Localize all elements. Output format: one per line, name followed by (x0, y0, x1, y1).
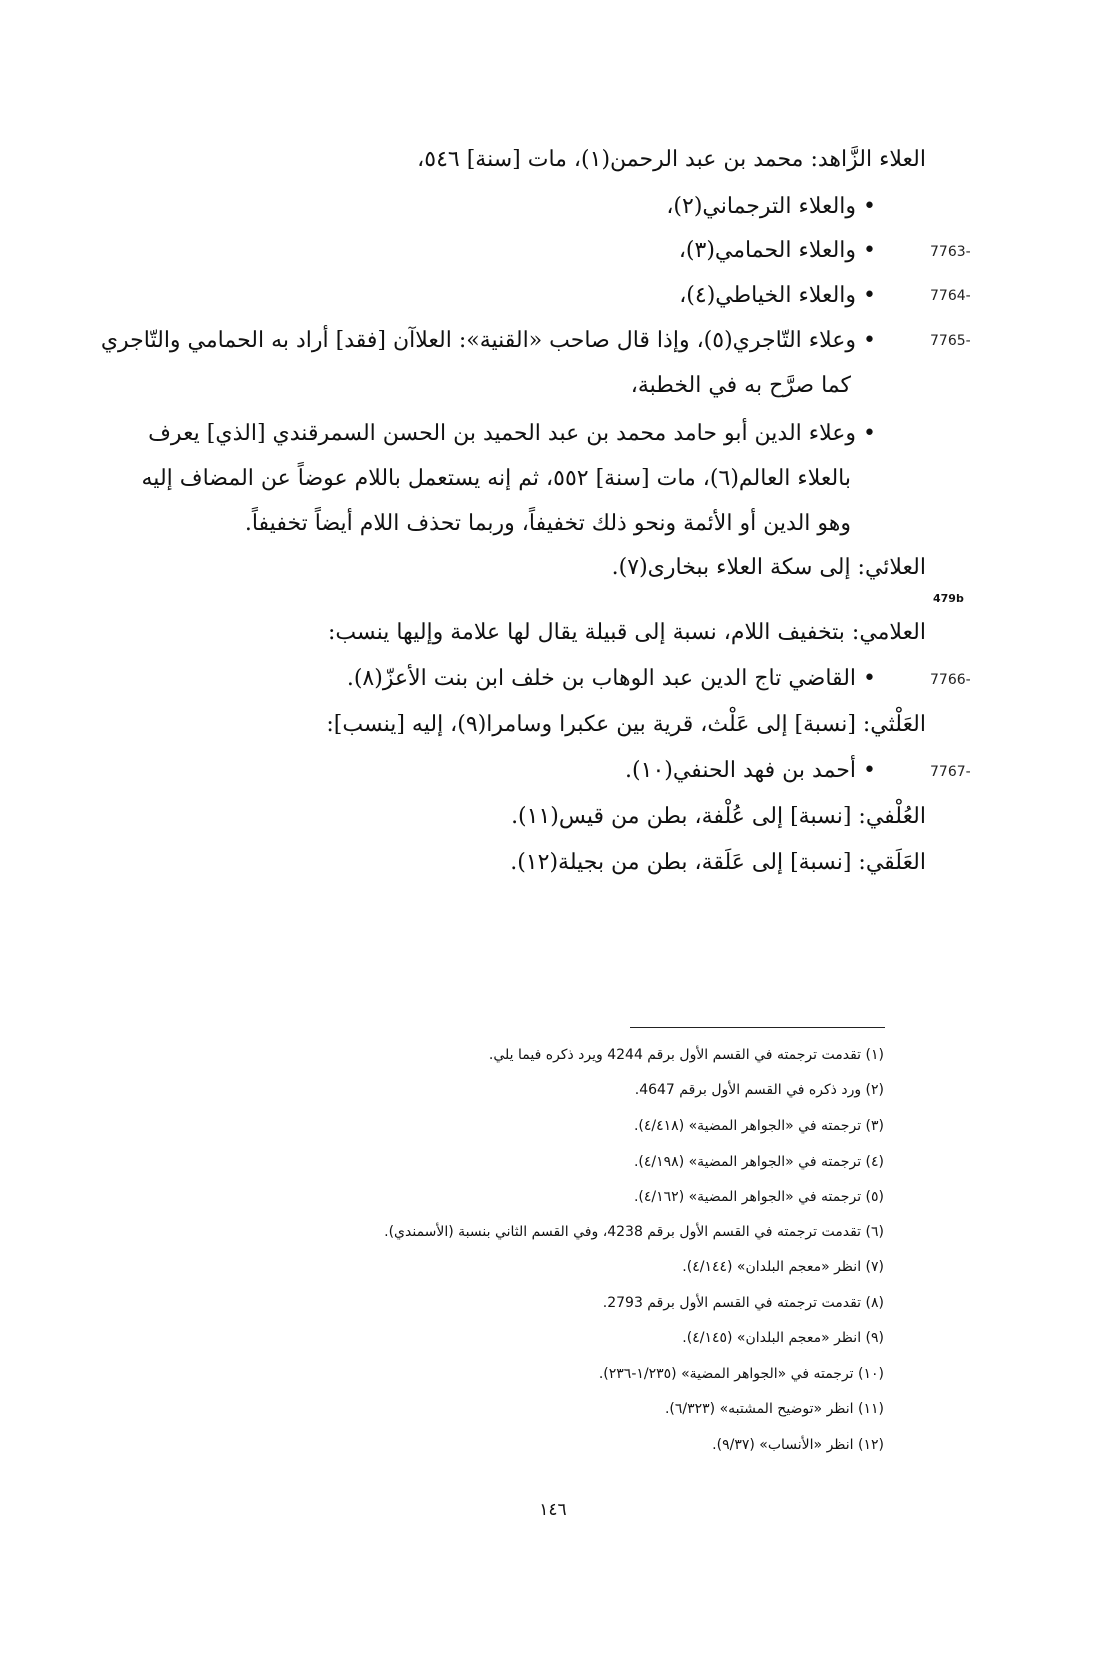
footnote-5: (٥) ترجمته في «الجواهر المضية» (٤/١٦٢). (633, 1189, 884, 1205)
footnote-9: (٩) انظر «معجم البلدان» (٤/١٤٥). (682, 1330, 884, 1346)
footnote-10: (١٠) ترجمته في «الجواهر المضية» (١/٢٣٥-٢٣٦). (598, 1366, 884, 1382)
entry-number: 7766- (930, 672, 971, 688)
entry-line-tajiri: • وعلاء التّاجري(٥)، وإذا قال صاحب «القنية»: العلاآن [فقد] أراد به الحمامي والتّاجري (105, 324, 876, 358)
entry-line-althi: العَلْثي: [نسبة] إلى عَلْث، قرية بين عكبرا وسامرا(٩)، إليه [ينسب]: (326, 712, 926, 737)
footnote-7: (٧) انظر «معجم البلدان» (٤/١٤٤). (682, 1259, 884, 1275)
entry-line-qadi-taj: • القاضي تاج الدين عبد الوهاب بن خلف ابن بنت الأعزّ(٨). (347, 662, 876, 696)
entry-line-allami: العلامي: بتخفيف اللام، نسبة إلى قبيلة يقال لها علامة وإليها ينسب: (327, 620, 926, 645)
footnote-6: (٦) تقدمت ترجمته في القسم الأول برقم 4238، وفي القسم الثاني بنسبة (الأسمندي). (384, 1224, 884, 1240)
entry-line-hammami: • والعلاء الحمامي(٣)، (679, 234, 876, 268)
footnote-11: (١١) انظر «توضيح المشتبه» (٦/٣٢٣). (664, 1401, 884, 1417)
entry-line-alaai: العلائي: إلى سكة العلاء ببخارى(٧). (611, 555, 926, 580)
entry-line-alaqi: العَلَقي: [نسبة] إلى عَلَقة، بطن من بجيلة(١٢). (510, 850, 926, 875)
entry-number: 7763- (930, 244, 971, 260)
entry-line-alaa-din-2: بالعلاء العالم(٦)، مات [سنة] ٥٥٢، ثم إنه يستعمل باللام عوضاً عن المضاف إليه (141, 466, 851, 491)
folio-marker: 479b (933, 592, 964, 605)
footnote-2: (٢) ورد ذكره في القسم الأول برقم 4647. (634, 1082, 884, 1098)
entry-line-alaa-din-1: • وعلاء الدين أبو حامد محمد بن عبد الحميد بن الحسن السمرقندي [الذي] يعرف (105, 417, 876, 451)
footnote-8: (٨) تقدمت ترجمته في القسم الأول برقم 2793. (602, 1295, 884, 1311)
entry-line-ahmad-fahd: • أحمد بن فهد الحنفي(١٠). (625, 754, 876, 788)
footnote-4: (٤) ترجمته في «الجواهر المضية» (٤/١٩٨). (633, 1154, 884, 1170)
footnote-12: (١٢) انظر «الأنساب» (٩/٣٧). (712, 1437, 884, 1453)
footnote-separator (630, 1027, 885, 1028)
entry-line-alaa-zahid: العلاء الزَّاهد: محمد بن عبد الرحمن(١)، مات [سنة] ٥٤٦، (417, 147, 926, 172)
entry-line-alaa-din-3: وهو الدين أو الأئمة ونحو ذلك تخفيفاً، وربما تحذف اللام أيضاً تخفيفاً. (244, 511, 851, 536)
entry-line-tarjumani: • والعلاء الترجماني(٢)، (666, 190, 876, 224)
entry-number: 7764- (930, 288, 971, 304)
entry-line-khayyati: • والعلاء الخياطي(٤)، (679, 279, 876, 313)
footnote-3: (٣) ترجمته في «الجواهر المضية» (٤/٤١٨). (633, 1118, 884, 1134)
entry-line-khutba: كما صرَّح به في الخطبة، (630, 373, 851, 398)
page-number: ١٤٦ (539, 1500, 567, 1520)
entry-line-ulfi: العُلْفي: [نسبة] إلى عُلْفة، بطن من قيس(١١). (511, 804, 926, 829)
entry-number: 7765- (930, 333, 971, 349)
footnote-1: (١) تقدمت ترجمته في القسم الأول برقم 4244 ويرد ذكره فيما يلي. (488, 1047, 884, 1063)
entry-number: 7767- (930, 764, 971, 780)
